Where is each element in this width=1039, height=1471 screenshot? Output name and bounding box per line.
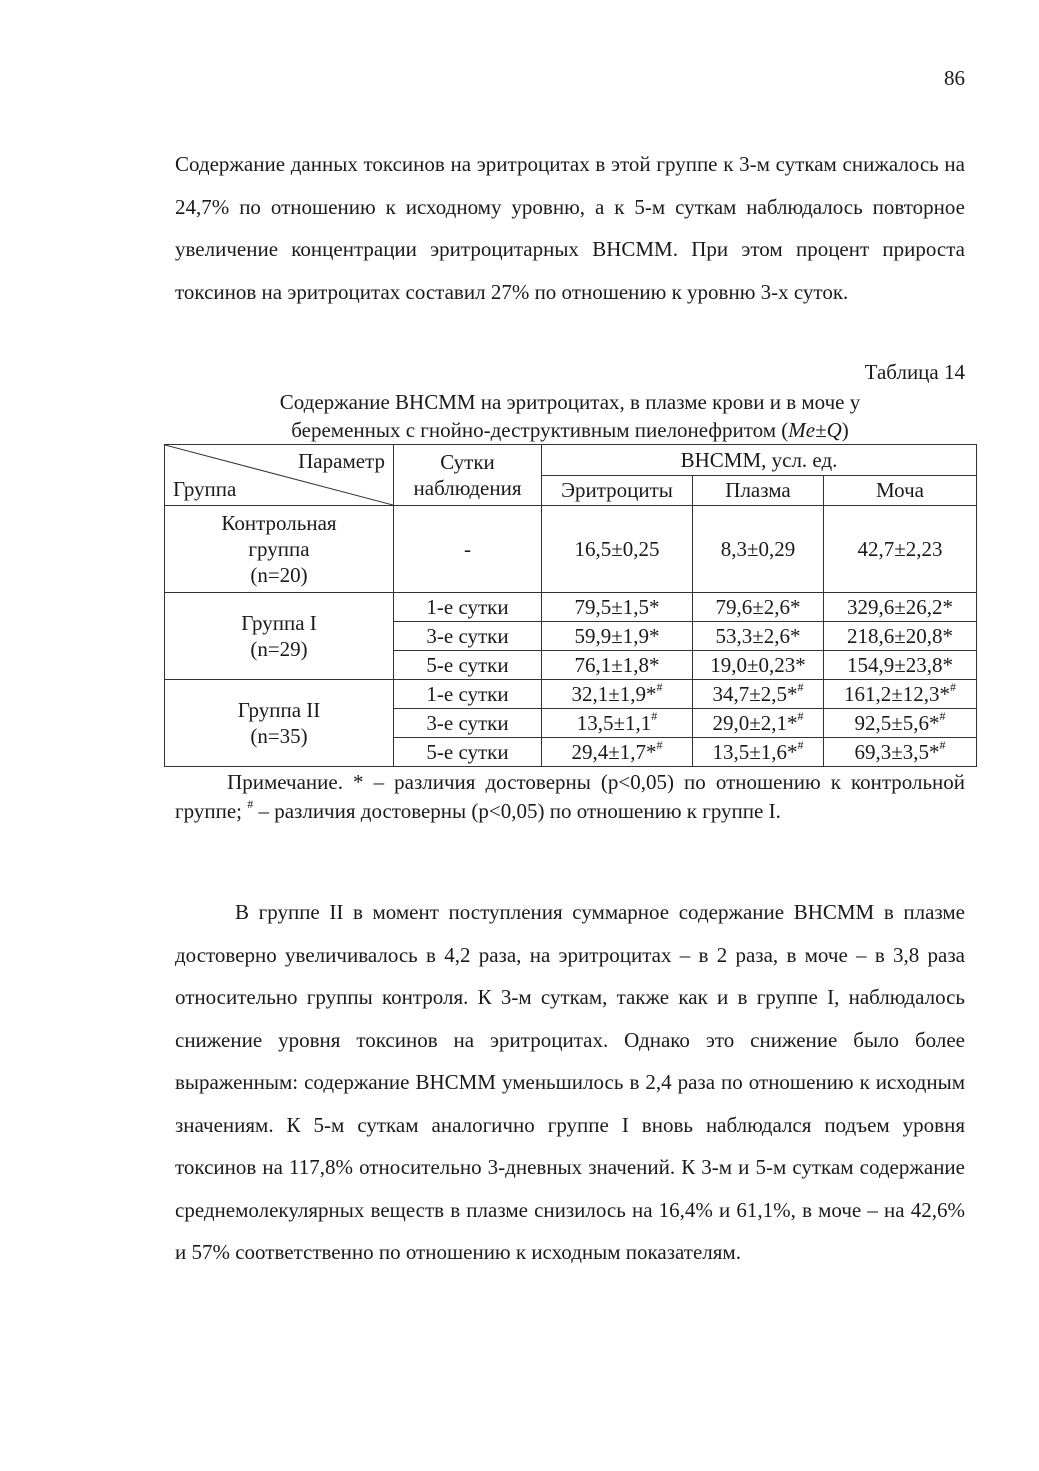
cell-urine: 329,6±26,2* — [824, 593, 977, 622]
header-row-1 — [165, 445, 977, 476]
cell-plasma: 79,6±2,6* — [693, 593, 824, 622]
cell-days: - — [394, 506, 542, 593]
cell-plasma: 53,3±2,6* — [693, 622, 824, 651]
header-param: Параметр — [298, 449, 385, 473]
header-erythro: Эритроциты — [542, 475, 693, 506]
header-vnsmm: ВНСММ, усл. ед. — [542, 445, 977, 476]
cell-urine: 69,3±3,5*# — [824, 738, 977, 767]
page-number: 86 — [944, 66, 965, 90]
cell-plasma: 8,3±0,29 — [693, 506, 824, 593]
table-title-line2: беременных с гнойно-деструктивным пиелонефритом ( — [291, 418, 789, 442]
cell-plasma: 34,7±2,5*# — [693, 680, 824, 709]
table-title-formula: Me±Q — [788, 418, 842, 442]
cell-days: 5-е сутки — [394, 738, 542, 767]
cell-urine: 42,7±2,23 — [824, 506, 977, 593]
hash-mark: # — [656, 680, 663, 694]
table-title — [175, 388, 965, 444]
table-title-close: ) — [841, 418, 849, 442]
cell-urine: 154,9±23,8* — [824, 651, 977, 680]
cell-erythro: 16,5±0,25 — [542, 506, 693, 593]
header-diagonal-cell — [165, 445, 394, 506]
table-note — [175, 768, 965, 826]
cell-plasma: 13,5±1,6*# — [693, 738, 824, 767]
cell-urine: 161,2±12,3*# — [824, 680, 977, 709]
note-hash-mark: # — [247, 797, 254, 811]
header-days: Сутки наблюдения — [394, 445, 542, 506]
hash-mark: # — [797, 738, 804, 752]
header-group: Группа — [173, 477, 237, 501]
hash-mark: # — [797, 709, 804, 723]
paragraph-2: В группе II в момент поступления суммарное содержание ВНСММ в плазме достоверно увеличивалось в 4,2 раза, на эритроцитах – в 2 раза, в моче – в 3,8 раза относительно группы контроля. К 3-м суткам, также как и в группе I, наблюдалось снижение уровня токсинов на эритроцитах. Однако это снижение было более выраженным: содержание ВНСММ уменьшилось в 2,4 раза по отношению к исходным значениям. К 5-м суткам аналогично группе I вновь наблюдался подъем уровня токсинов на 117,8% относительно 3-дневных значений. К 3-м и 5-м суткам содержание среднемолекулярных веществ в плазме снизилось на 16,4% и 61,1%, в моче – на 42,6% и 57% соответственно по отношению к исходным показателям. — [175, 900, 965, 1264]
hash-mark: # — [939, 738, 946, 752]
cell-erythro: 29,4±1,7*# — [542, 738, 693, 767]
results-table — [164, 444, 977, 767]
cell-plasma: 19,0±0,23* — [693, 651, 824, 680]
group-name-group2: Группа II (n=35) — [165, 680, 394, 767]
cell-erythro: 59,9±1,9* — [542, 622, 693, 651]
hash-mark: # — [797, 680, 804, 694]
table-title-line1: Содержание ВНСММ на эритроцитах, в плазме крови и в моче у — [279, 390, 861, 414]
cell-days: 3-е сутки — [394, 709, 542, 738]
table-row — [165, 593, 977, 622]
hash-mark: # — [656, 738, 663, 752]
cell-erythro: 32,1±1,9*# — [542, 680, 693, 709]
table-row — [165, 680, 977, 709]
cell-erythro: 13,5±1,1# — [542, 709, 693, 738]
hash-mark: # — [651, 709, 658, 723]
hash-mark: # — [950, 680, 957, 694]
cell-urine: 218,6±20,8* — [824, 622, 977, 651]
cell-erythro: 76,1±1,8* — [542, 651, 693, 680]
header-plasma: Плазма — [693, 475, 824, 506]
table-number-label: Таблица 14 — [864, 360, 965, 384]
table-row-control — [165, 506, 977, 593]
cell-plasma: 29,0±2,1*# — [693, 709, 824, 738]
group-name-group1: Группа I (n=29) — [165, 593, 394, 680]
paragraph-1: Содержание данных токсинов на эритроцитах в этой группе к 3-м суткам снижалось на 24,7% по отношению к исходному уровню, а к 5-м суткам наблюдалось повторное увеличение концентрации эритроцитарных ВНСММ. При этом процент прироста токсинов на эритроцитах составил 27% по отношению к уровню 3-х суток. — [175, 152, 965, 304]
cell-erythro: 79,5±1,5* — [542, 593, 693, 622]
cell-urine: 92,5±5,6*# — [824, 709, 977, 738]
note-part2: – различия достоверны (p<0,05) по отношению к группе I. — [253, 799, 781, 823]
cell-days: 5-е сутки — [394, 651, 542, 680]
cell-days: 3-е сутки — [394, 622, 542, 651]
cell-days: 1-е сутки — [394, 593, 542, 622]
header-urine: Моча — [824, 475, 977, 506]
hash-mark: # — [939, 709, 946, 723]
cell-days: 1-е сутки — [394, 680, 542, 709]
group-name-control: Контрольная группа (n=20) — [165, 506, 394, 593]
note-part1: Примечание. * – различия достоверны (p<0,05) по отношению к контрольной группе; — [175, 770, 966, 823]
